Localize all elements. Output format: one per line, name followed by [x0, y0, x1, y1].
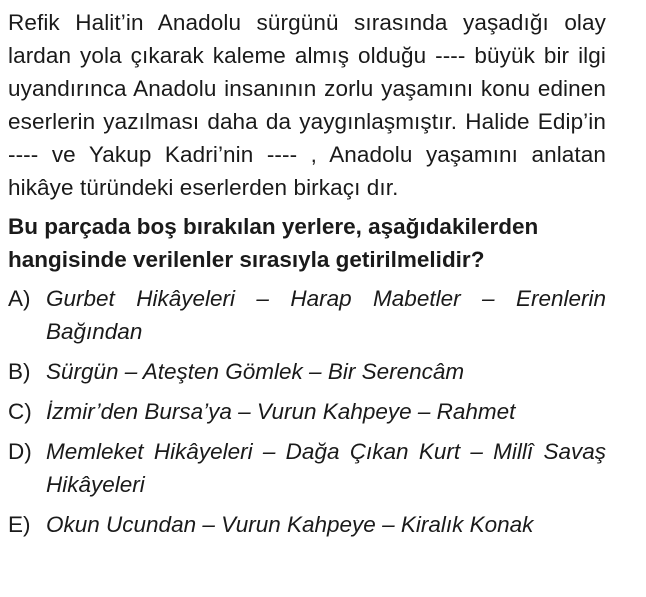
- option-letter: A): [8, 286, 31, 311]
- option-c[interactable]: [8, 395, 606, 428]
- option-text: Sürgün – Ateşten Gömlek – Bir Serencâm: [46, 359, 465, 384]
- question-line: hangisinde verilenler sırasıyla getirilmelidir?: [8, 247, 485, 272]
- option-text: İzmir’den Bursa’ya – Vurun Kahpeye – Rahmet: [46, 399, 516, 424]
- passage-line: Halide Edip’in ---- ve Yakup Kadri’nin ---- , Anadolu: [8, 109, 606, 167]
- option-d[interactable]: [8, 435, 606, 501]
- option-text: Memleket Hikâyeleri – Dağa Çıkan Kurt – Millî Savaş Hikâyeleri: [46, 439, 606, 497]
- question-line: Bu parçada boş bırakılan yerlere, aşağıdakilerden: [8, 214, 539, 239]
- option-letter: C): [8, 399, 32, 424]
- passage-line: lardan yola çıkarak kaleme almış olduğu ---- büyük bir: [8, 43, 579, 68]
- option-text: Gurbet Hikâyeleri – Harap Mabetler – Erenlerin Bağından: [46, 286, 606, 344]
- answer-options: [8, 282, 606, 541]
- passage-line: ilgi uyandırınca Anadolu insanının zorlu yaşamını konu: [8, 43, 606, 101]
- option-text: Okun Ucundan – Vurun Kahpeye – Kiralık Konak: [46, 512, 534, 537]
- option-e[interactable]: [8, 508, 606, 541]
- question-passage: [8, 6, 606, 204]
- option-letter: D): [8, 439, 32, 464]
- option-letter: B): [8, 359, 31, 384]
- passage-line: edinen eserlerin yazılması daha da yaygınlaşmıştır.: [8, 76, 606, 134]
- option-b[interactable]: [8, 355, 606, 388]
- passage-line: dır.: [366, 175, 399, 200]
- passage-line: yaşamını anlatan hikâye türündeki eserlerden birkaçı: [8, 142, 606, 200]
- option-letter: E): [8, 512, 31, 537]
- question-stem: [8, 210, 606, 276]
- option-a[interactable]: [8, 282, 606, 348]
- passage-line: Refik Halit’in Anadolu sürgünü sırasında yaşadığı olay: [8, 10, 606, 35]
